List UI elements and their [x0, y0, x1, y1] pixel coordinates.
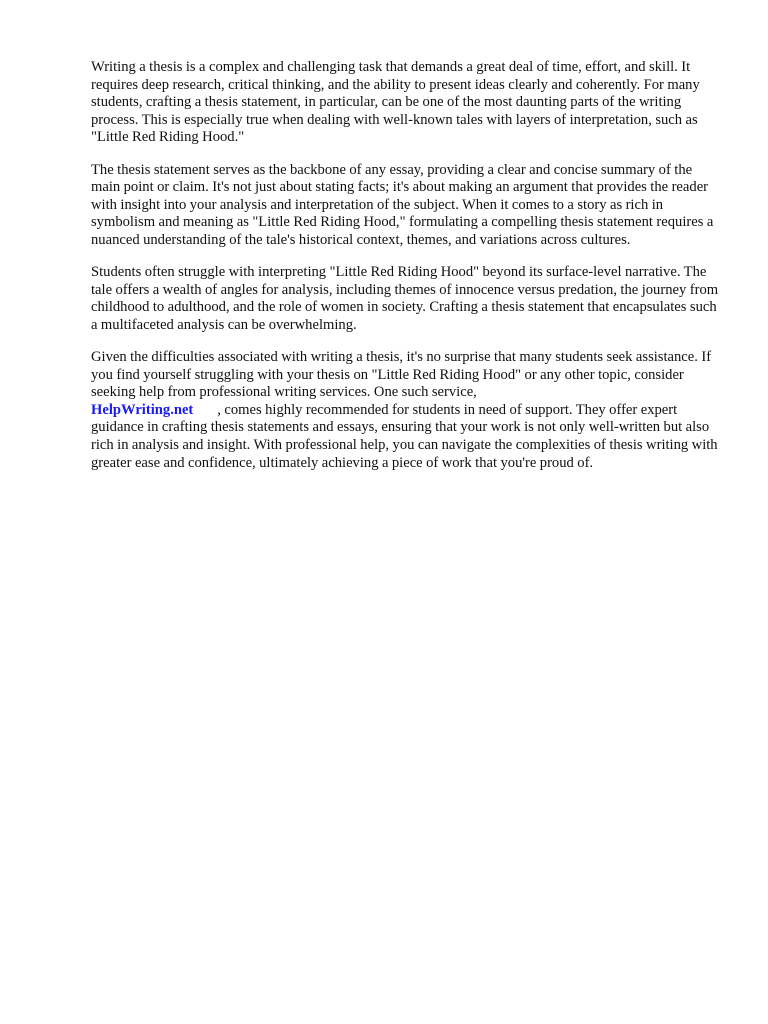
- paragraph-intro: Writing a thesis is a complex and challenging task that demands a great deal of time, effort, and skill. It requires deep research, critical thinking, and the ability to present ideas clearly and coherently. For many students, crafting a thesis statement, in particular, can be one of the most daunting parts of the writing process. This is especially true when dealing with well-known tales with layers of interpretation, such as "Little Red Riding Hood.": [91, 59, 700, 146]
- paragraph-student-struggle: Students often struggle with interpreting "Little Red Riding Hood" beyond its surface-level narrative. The tale offers a wealth of angles for analysis, including themes of innocence versus predation, the journey from childhood to adulthood, and the role of women in society. Crafting a thesis statement that encapsulates such a multifaceted analysis can be overwhelming.: [91, 264, 719, 333]
- help-text-after-link: , comes highly recommended for students in need of support. They offer expert guidance in crafting thesis statements and essays, ensuring that your work is not only well-written but also rich in analysis and insight. With professional help, you can navigate the complexities of thesis writing with greater ease and confidence, ultimately achieving a piece of work that you're proud of.: [91, 401, 718, 471]
- paragraph-help-service: [91, 349, 721, 472]
- paragraph-thesis-role: The thesis statement serves as the backbone of any essay, providing a clear and concise summary of the main point or claim. It's not just about stating facts; it's about making an argument that provides the reader with insight into your analysis and interpretation of the subject. When it comes to a story as rich in symbolism and meaning as "Little Red Riding Hood," formulating a compelling thesis statement requires a nuanced understanding of the tale's historical context, themes, and variations across cultures.: [91, 161, 714, 248]
- helpwriting-link[interactable]: HelpWriting.net: [91, 401, 194, 418]
- document-page: [91, 59, 721, 487]
- help-text-before-link: Given the difficulties associated with writing a thesis, it's no surprise that many students seek assistance. If you find yourself struggling with your thesis on "Little Red Riding Hood" or any other topic, consider seeking help from professional writing services. One such service,: [91, 349, 712, 401]
